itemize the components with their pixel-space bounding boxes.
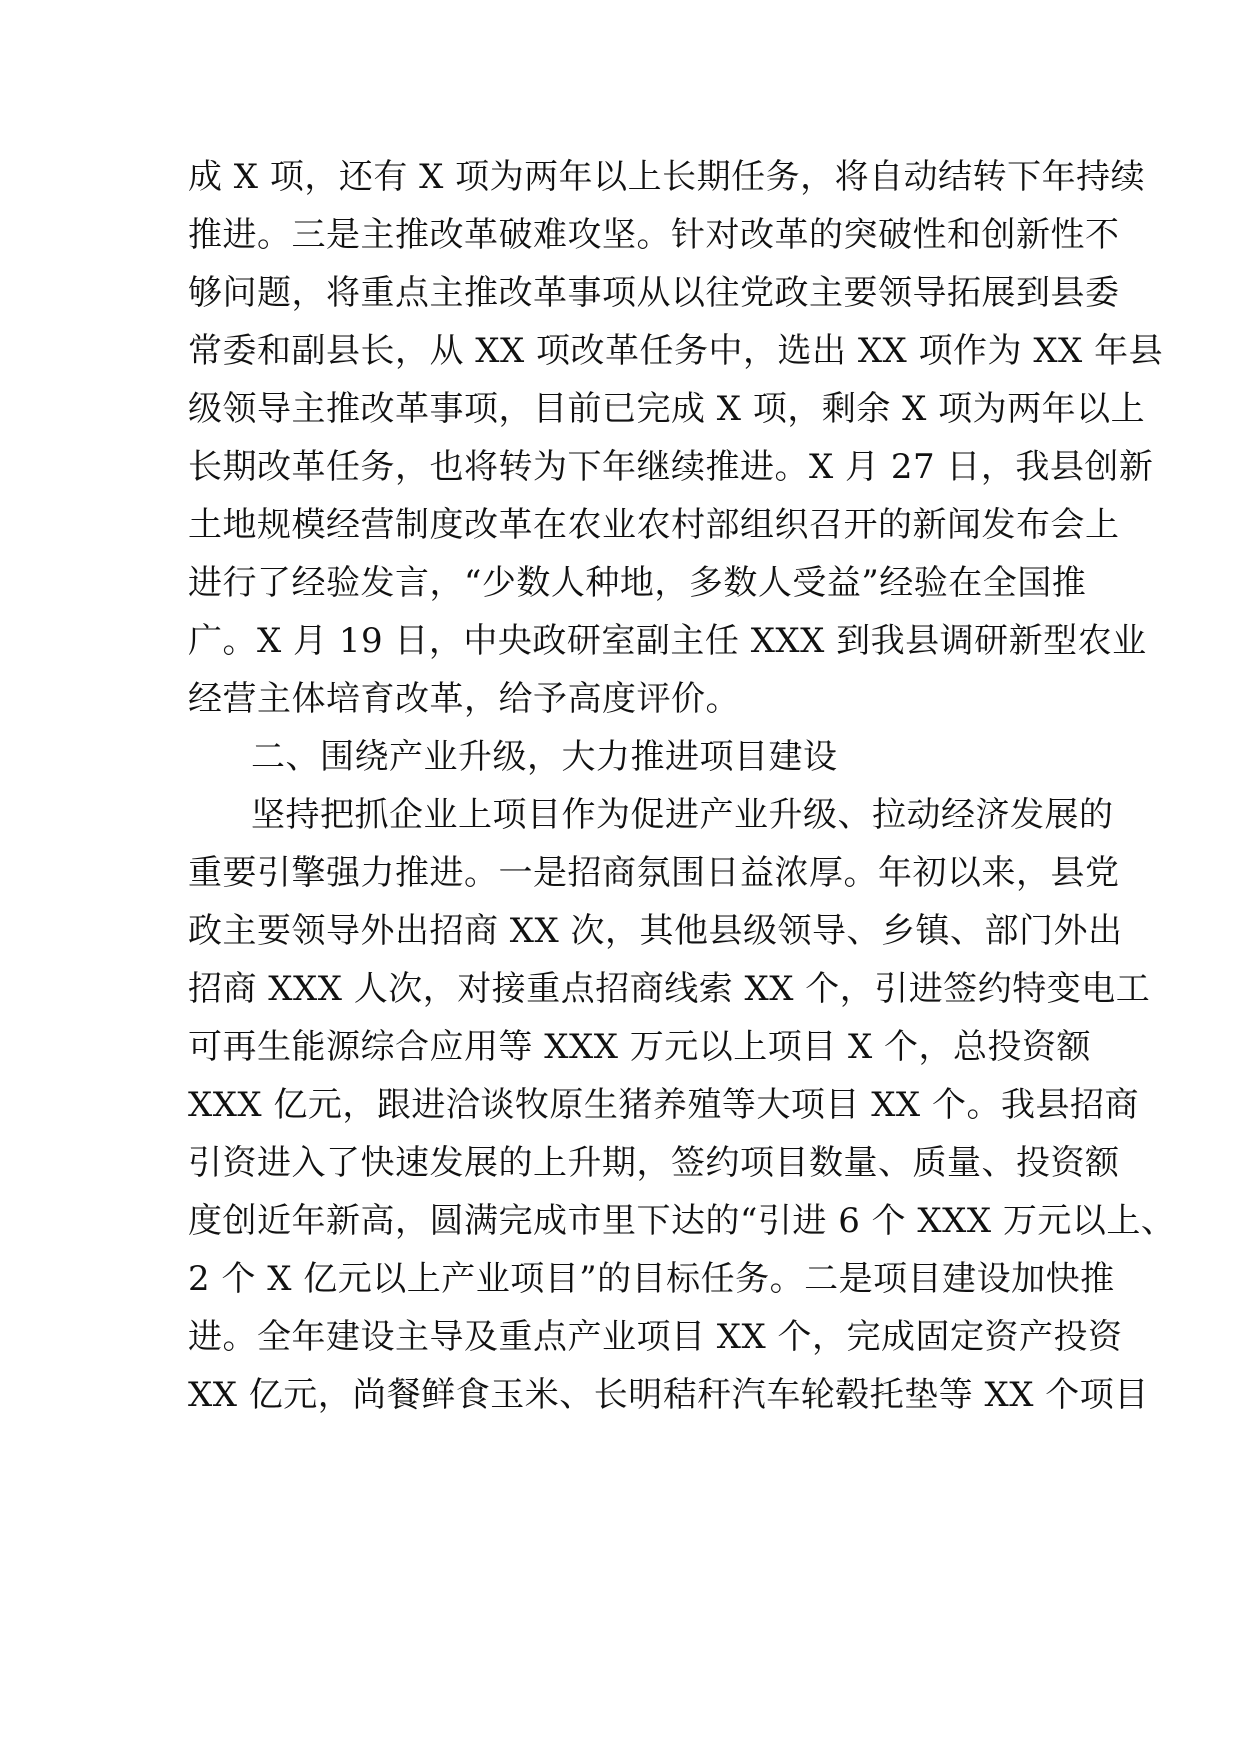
- body-line: 土地规模经营制度改革在农业农村部组织召开的新闻发布会上: [188, 505, 1120, 545]
- body-line: 进。全年建设主导及重点产业项目 XX 个，完成固定资产投资: [188, 1317, 1123, 1357]
- body-line: 长期改革任务，也将转为下年继续推进。X 月 27 日，我县创新: [188, 447, 1154, 487]
- body-line: 级领导主推改革事项，目前已完成 X 项，剩余 X 项为两年以上: [188, 389, 1146, 429]
- body-line: 重要引擎强力推进。一是招商氛围日益浓厚。年初以来，县党: [188, 853, 1120, 893]
- body-line: 引资进入了快速发展的上升期，签约项目数量、质量、投资额: [188, 1143, 1120, 1183]
- body-line: 坚持把抓企业上项目作为促进产业升级、拉动经济发展的: [251, 795, 1114, 835]
- body-line: 广。X 月 19 日，中央政研室副主任 XXX 到我县调研新型农业: [188, 621, 1147, 661]
- body-line: 够问题，将重点主推改革事项从以往党政主要领导拓展到县委: [188, 273, 1120, 313]
- body-line: XXX 亿元，跟进洽谈牧原生猪养殖等大项目 XX 个。我县招商: [188, 1085, 1139, 1125]
- body-line: 政主要领导外出招商 XX 次，其他县级领导、乡镇、部门外出: [188, 911, 1123, 951]
- body-line: XX 亿元，尚餐鲜食玉米、长明秸秆汽车轮毂托垫等 XX 个项目: [188, 1375, 1149, 1415]
- body-line: 经营主体培育改革，给予高度评价。: [188, 679, 740, 719]
- body-line: 2 个 X 亿元以上产业项目”的目标任务。二是项目建设加快推: [188, 1259, 1115, 1299]
- body-line: 进行了经验发言，“少数人种地，多数人受益”经验在全国推: [188, 563, 1087, 603]
- body-line: 可再生能源综合应用等 XXX 万元以上项目 X 个，总投资额: [188, 1027, 1092, 1067]
- body-line: 常委和副县长，从 XX 项改革任务中，选出 XX 项作为 XX 年县: [188, 331, 1164, 371]
- body-line: 推进。三是主推改革破难攻坚。针对改革的突破性和创新性不: [188, 215, 1120, 255]
- body-line: 招商 XXX 人次，对接重点招商线索 XX 个，引进签约特变电工: [188, 969, 1151, 1009]
- body-line: 成 X 项，还有 X 项为两年以上长期任务，将自动结转下年持续: [188, 157, 1146, 197]
- body-line: 度创近年新高，圆满完成市里下达的“引进 6 个 XXX 万元以上、: [188, 1201, 1176, 1241]
- section-heading: 二、围绕产业升级，大力推进项目建设: [251, 737, 838, 777]
